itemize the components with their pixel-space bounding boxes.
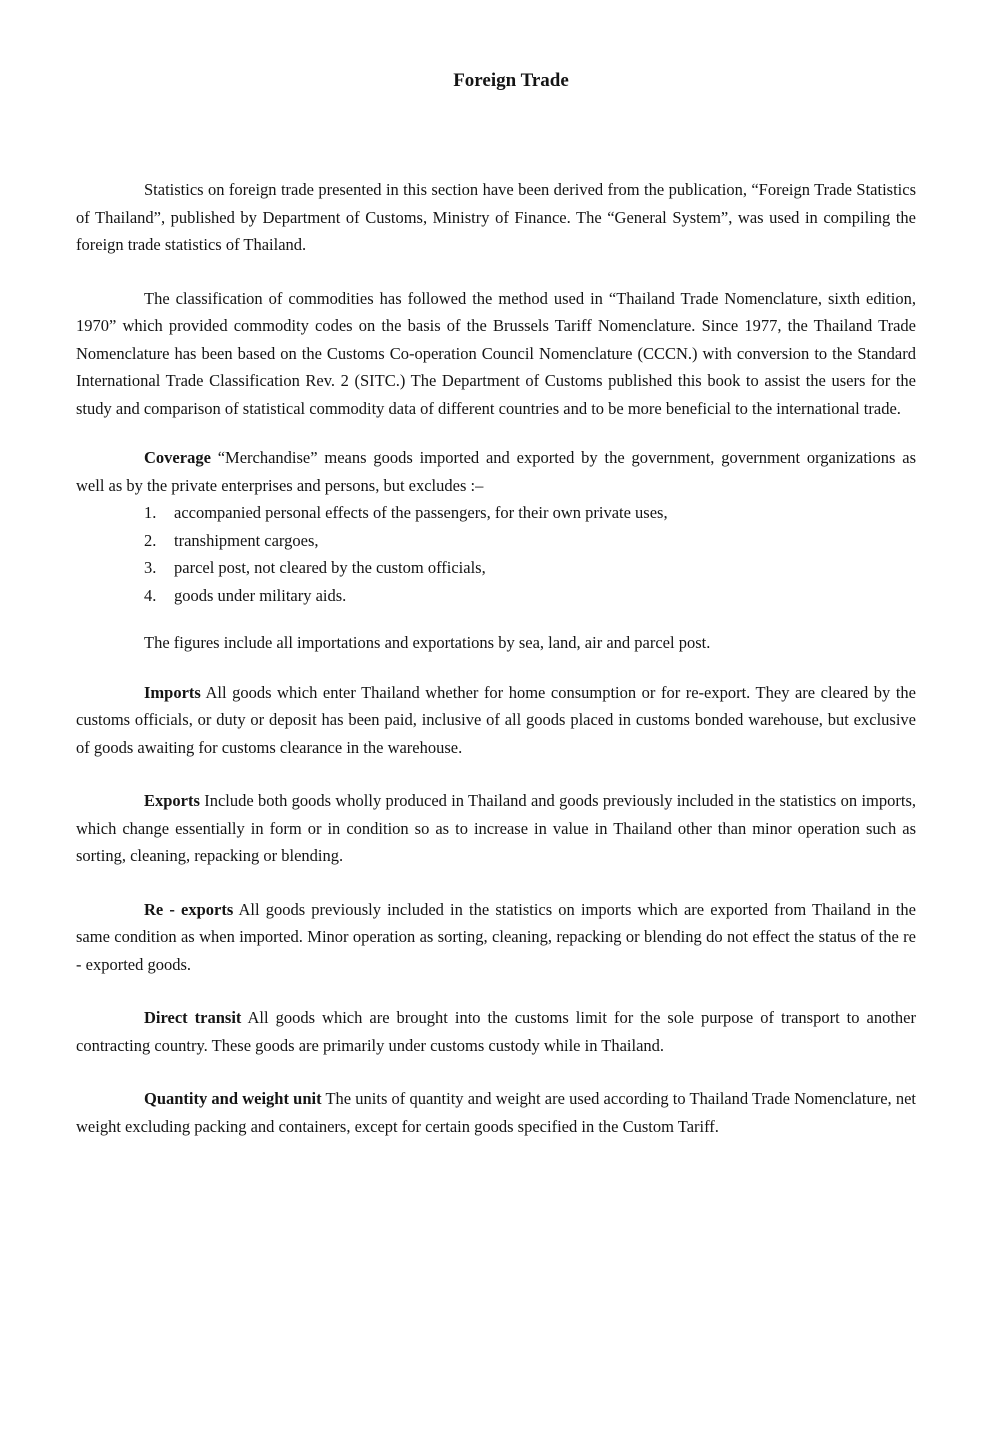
exclusion-text: accompanied personal effects of the passengers, for their own private uses, [174, 503, 668, 522]
exclusion-text: goods under military aids. [174, 585, 347, 605]
re-exports-text: All goods previously included in the statistics on imports which are exported from Thailand in the same condition as when imported. Minor operation as sorting, cleaning, repacking or blending do not effect the status of the re - exported goods. [76, 899, 916, 974]
direct-transit-text: All goods which are brought into the customs limit for the sole purpose of transport to another contracting country. These goods are primarily under customs custody while in Thailand. [76, 1008, 916, 1055]
exclusions-list [76, 499, 916, 609]
exclusion-number: 1. [144, 503, 157, 522]
exclusion-text: parcel post, not cleared by the custom officials, [174, 558, 486, 577]
exclusion-number: 4. [144, 585, 157, 605]
coverage-term: Coverage [144, 448, 211, 467]
coverage-paragraph [76, 444, 916, 499]
coverage-text: “Merchandise” means goods imported and exported by the government, government organizations as well as by the private enterprises and persons, but excludes :– [76, 448, 916, 495]
figures-paragraph: The figures include all importations and exportations by sea, land, air and parcel post. [144, 633, 711, 652]
direct-transit-paragraph [76, 1004, 916, 1059]
exports-text: Include both goods wholly produced in Thailand and goods previously included in the statistics on imports, which change essentially in form or in condition so as to increase in value in Thailand other than minor operation such as sorting, cleaning, repacking or blending. [76, 791, 916, 865]
intro-paragraph-source: Statistics on foreign trade presented in this section have been derived from the publication, “Foreign Trade Statistics of Thailand”, published by Department of Customs, Ministry of Finance. The “General System”, was used in compiling the foreign trade statistics of Thailand. [76, 180, 916, 254]
imports-text: All goods which enter Thailand whether for home consumption or for re-export. They are cleared by the customs officials, or duty or deposit has been paid, inclusive of all goods placed in customs bonded warehouse, but exclusive of goods awaiting for customs clearance in the warehouse. [76, 682, 916, 757]
intro-paragraph-classification: The classification of commodities has followed the method used in “Thailand Trade Nomenclature, sixth edition, 1970” which provided commodity codes on the basis of the Brussels Tariff Nomenclature. Since 1977, the Thailand Trade Nomenclature has been based on the Customs Co-operation Council Nomenclature (CCCN.) with conversion to the Standard International Trade Classification Rev. 2 (SITC.) The Department of Customs published this book to assist the users for the study and comparison of statistical commodity data of different countries and to be more beneficial to the international trade. [76, 288, 916, 418]
exclusion-number: 3. [144, 558, 157, 577]
exclusion-item [76, 582, 916, 610]
exclusion-text: transhipment cargoes, [174, 530, 319, 550]
imports-paragraph [76, 679, 916, 762]
page-title: Foreign Trade [453, 70, 569, 91]
quantity-weight-text: The units of quantity and weight are used according to Thailand Trade Nomenclature, net weight excluding packing and containers, except for certain goods specified in the Custom Tariff. [76, 1089, 916, 1136]
exclusion-item [76, 499, 916, 527]
re-exports-paragraph [76, 896, 916, 979]
direct-transit-term: Direct transit [144, 1008, 242, 1027]
imports-term: Imports [144, 682, 201, 702]
exports-term: Exports [144, 791, 200, 810]
exports-paragraph [76, 787, 916, 870]
re-exports-term: Re - exports [144, 899, 234, 919]
document-page [76, 70, 916, 1140]
quantity-weight-term: Quantity and weight unit [144, 1089, 322, 1108]
exclusion-number: 2. [144, 530, 157, 550]
exclusion-item [76, 527, 916, 555]
exclusion-item [76, 554, 916, 582]
quantity-weight-paragraph [76, 1085, 916, 1140]
